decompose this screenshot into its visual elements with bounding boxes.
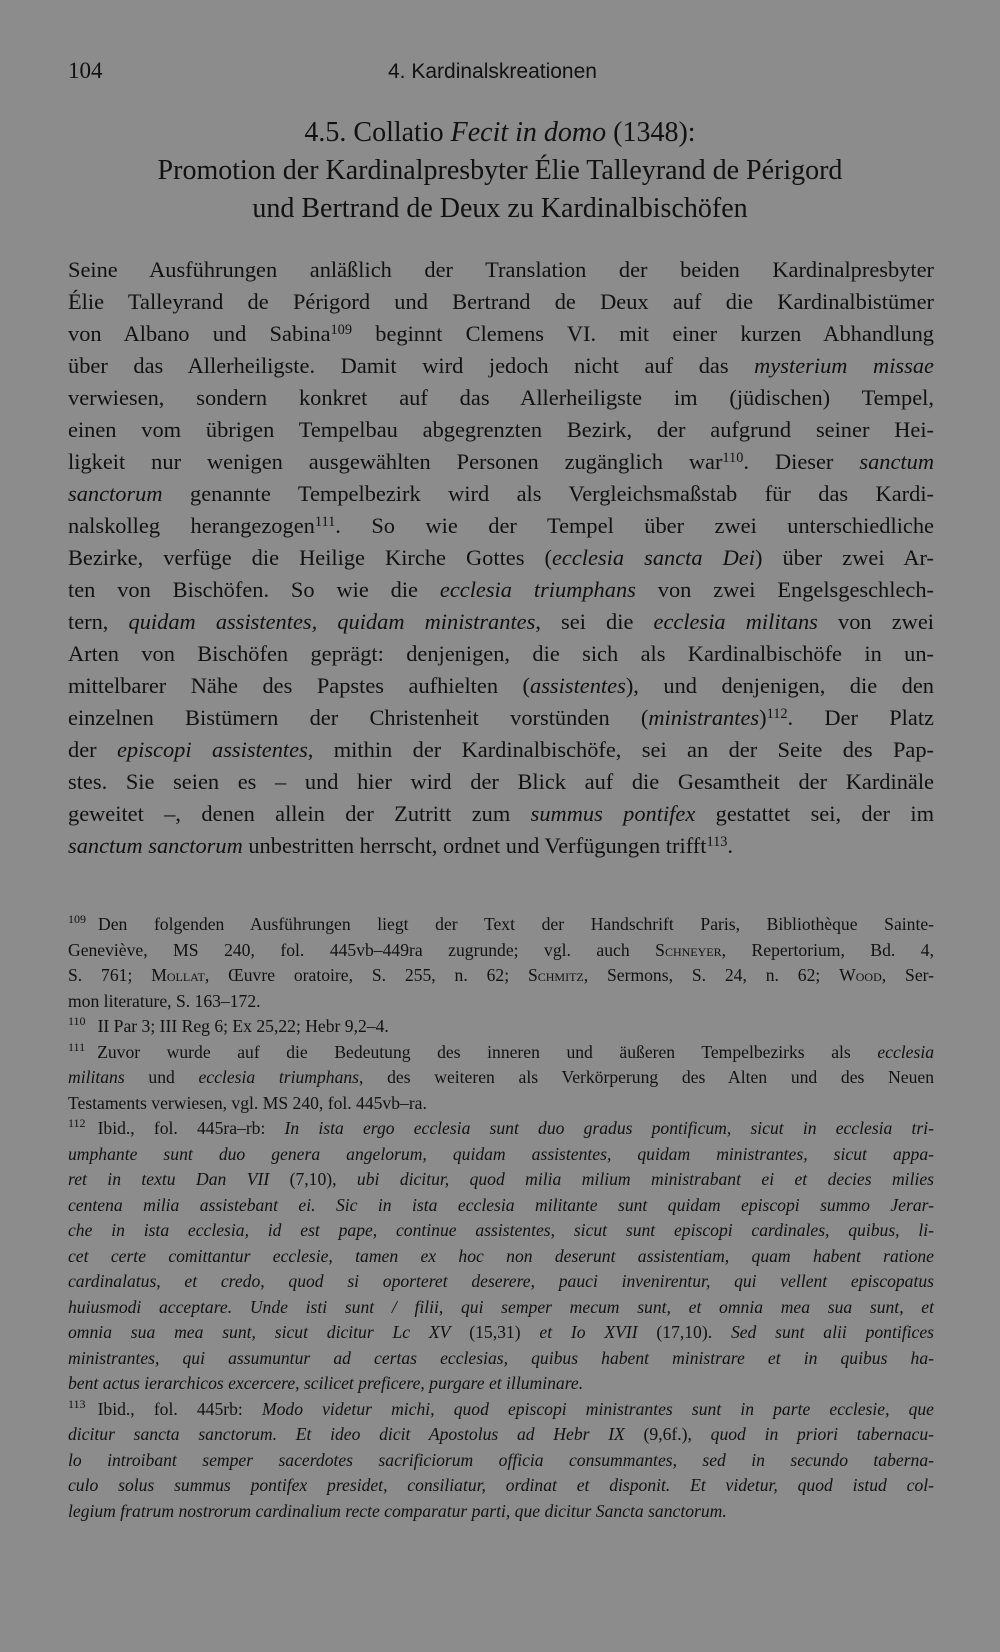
footnote-number: 111: [68, 1039, 86, 1054]
footnotes: [68, 912, 934, 1524]
heading-line-3: und Bertrand de Deux zu Kardinalbischöfen: [252, 193, 748, 224]
text-line: stes. Sie seien es – und hier wird der Blick auf die Gesamtheit der Kardinäle: [68, 769, 934, 794]
heading-line-1: 4.5. Collatio Fecit in domo (1348):: [304, 117, 696, 148]
chapter-title: 4. Kardinalskreationen: [388, 60, 597, 83]
text-line: Élie Talleyrand de Périgord und Bertrand de Deux auf die Kardinalbistümer: [68, 289, 934, 314]
footnote-line: lo introibant semper sacerdotes sacrificiorum officia consummantes, sed in secundo taberna-: [68, 1449, 934, 1470]
text-line: Bezirke, verfüge die Heilige Kirche Gottes (ecclesia sancta Dei) über zwei Ar-: [68, 545, 934, 570]
text-line: von Albano und Sabina$^{109}$ beginnt Clemens VI. mit einer kurzen Abhandlung: [68, 321, 934, 346]
text-line: nalskolleg herangezogen$^{111}$. So wie der Tempel über zwei unterschiedliche: [68, 513, 934, 538]
text-line: einzelnen Bistümern der Christenheit vorstünden (ministrantes)$^{112}$. Der Platz: [68, 705, 934, 730]
heading-line-2: Promotion der Kardinalpresbyter Élie Talleyrand de Périgord: [157, 155, 843, 186]
footnote-number: 113: [68, 1396, 86, 1411]
text-line: mittelbarer Nähe des Papstes aufhielten (assistentes), und denjenigen, die den: [68, 673, 935, 698]
text-line: Seine Ausführungen anläßlich der Translation der beiden Kardinalpresbyter: [68, 257, 934, 282]
text-line: verwiesen, sondern konkret auf das Allerheiligste im (jüdischen) Tempel,: [68, 385, 934, 410]
text-line: einen vom übrigen Tempelbau abgegrenzten Bezirk, der aufgrund seiner Hei-: [68, 417, 934, 442]
footnote-line: S. 761; Mollat, Œuvre oratoire, S. 255, n. 62; Schmitz, Sermons, S. 24, n. 62; Wood, Ser-: [68, 965, 934, 985]
text-line: sanctorum genannte Tempelbezirk wird als Vergleichsmaßstab für das Kardi-: [68, 481, 934, 506]
running-header: [68, 58, 932, 92]
text-line: ten von Bischöfen. So wie die ecclesia triumphans von zwei Engelsgeschlech-: [68, 577, 935, 602]
footnote-109: $^{109}$ Den folgenden Ausführungen liegt der Text der Handschrift Paris, Bibliothèque Sainte-: [68, 912, 934, 934]
footnote-number: 110: [68, 1014, 86, 1029]
footnote-line: legium fratrum nostrorum cardinalium recte comparatur parti, que dicitur Sancta sanctorum.: [68, 1500, 727, 1521]
footnote-line: culo solus summus pontifex presidet, consiliatur, ordinat et disponit. Et videtur, quod istud col-: [68, 1475, 934, 1495]
footnote-number: 109: [68, 912, 86, 927]
footnote-number: 112: [68, 1116, 86, 1131]
text-line: über das Allerheiligste. Damit wird jedoch nicht auf das mysterium missae: [68, 353, 934, 378]
footnote-line: bent actus ierarchicos excercere, scilicet preficere, purgare et illuminare.: [68, 1373, 584, 1393]
footnote-line: omnia sua mea sunt, sicut dicitur Lc XV (15,31) et Io XVII (17,10). Sed sunt alii pontifices: [68, 1322, 934, 1342]
footnote-112: $^{112}$ Ibid., fol. 445ra–rb: In ista ergo ecclesia sunt duo gradus pontificum, sicut in ecclesia tri-: [68, 1116, 934, 1138]
footnote-line: cardinalatus, et credo, quod si oporteret deserere, pauci invenirentur, qui vellent episcopatus: [68, 1271, 934, 1291]
footnote-line: dicitur sancta sanctorum. Et ideo dicit Apostolus ad Hebr IX (9,6f.), quod in priori tabernacu-: [68, 1424, 934, 1444]
footnote-ref-113: 113: [706, 833, 728, 850]
text-line: der episcopi assistentes, mithin der Kardinalbischöfe, sei an der Seite des Pap-: [68, 737, 935, 762]
footnote-line: umphante sunt duo genera angelorum, quidam assistentes, quidam ministrantes, sicut appa-: [68, 1143, 934, 1164]
footnote-110: $^{110}$ II Par 3; III Reg 6; Ex 25,22; Hebr 9,2–4.: [68, 1014, 389, 1036]
footnote-line: che in ista ecclesia, id est pape, continue assistentes, sicut sunt episcopi cardinales, quibus, li-: [68, 1220, 934, 1240]
footnote-line: cet certe comittantur ecclesie, tamen ex hoc non deserunt assistentiam, quam habent ratione: [68, 1245, 934, 1266]
page-number: 104: [68, 58, 103, 83]
text-line: ligkeit nur wenigen ausgewählten Personen zugänglich war$^{110}$. Dieser sanctum: [68, 449, 934, 474]
footnote-line: centena milia assistebant ei. Sic in ista ecclesia militante sunt quidam episcopi summo Jerar-: [68, 1194, 934, 1215]
text-line: sanctum sanctorum unbestritten herrscht, ordnet und Verfügungen trifft$^{113}$.: [68, 833, 734, 858]
footnote-ref-112: 112: [766, 705, 788, 722]
footnote-ref-109: 109: [330, 321, 353, 338]
footnote-line: Testaments verwiesen, vgl. MS 240, fol. 445vb–ra.: [68, 1092, 427, 1113]
footnote-line: ret in textu Dan VII (7,10), ubi dicitur, quod milia milium ministrabant ei et decies milies: [68, 1169, 935, 1189]
text-line: geweitet –, denen allein der Zutritt zum summus pontifex gestattet sei, der im: [68, 801, 934, 826]
footnote-ref-111: 111: [314, 513, 336, 530]
footnote-ref-110: 110: [722, 449, 744, 466]
footnote-line: mon literature, S. 163–172.: [68, 990, 261, 1011]
footnote-113: $^{113}$ Ibid., fol. 445rb: Modo videtur michi, quod episcopi ministrantes sunt in parte ecclesie, que: [68, 1396, 934, 1419]
footnote-line: Geneviève, MS 240, fol. 445vb–449ra zugrunde; vgl. auch Schneyer, Repertorium, Bd. 4,: [68, 939, 934, 960]
footnote-111: $^{111}$ Zuvor wurde auf die Bedeutung des inneren und äußeren Tempelbezirks als ecclesia: [68, 1039, 934, 1062]
footnote-line: huiusmodi acceptare. Unde isti sunt / filii, qui semper mecum sunt, et omnia mea sua sunt, et: [68, 1296, 934, 1317]
text-line: Arten von Bischöfen geprägt: denjenigen, die sich als Kardinalbischöfe in un-: [68, 641, 934, 666]
footnote-line: militans und ecclesia triumphans, des weiteren als Verkörperung des Alten und des Neuen: [68, 1067, 934, 1087]
body-paragraph: [68, 254, 934, 862]
footnote-line: ministrantes, qui assumuntur ad certas ecclesias, quibus habent ministrare et in quibus ha-: [68, 1347, 934, 1368]
text-line: tern, quidam assistentes, quidam ministrantes, sei die ecclesia militans von zwei: [68, 609, 934, 634]
section-heading: [60, 114, 940, 228]
